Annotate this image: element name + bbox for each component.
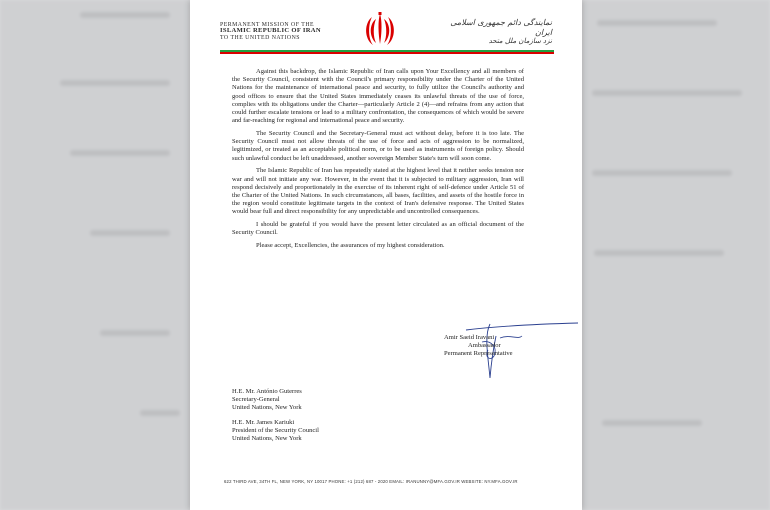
letterhead-english	[220, 22, 340, 41]
background-text-blur	[60, 80, 170, 86]
background-text-blur	[100, 330, 170, 336]
recipient-name: H.E. Mr. António Guterres	[232, 388, 302, 395]
recipient-block	[232, 419, 319, 443]
signatory-name: Amir Saeid Iravani	[444, 334, 495, 341]
letterhead-persian	[432, 18, 552, 46]
paragraph-call-to-council: Against this backdrop, the Islamic Republic of Iran calls upon Your Excellency and all members of the Security Council, consistent with the Council's primary responsibility under the Charter of the United Nations for the maintenance of international peace and security, to fully utilize the Council's authority and good offices to ensure that the United States immediately ceases its unlawful threats of the use of force, complies with its obligations under the Charter—particularly Article 2 (4)—and refrains from any action that could further escalate tensions or lead to a military confrontation, the consequences of which would be severe and far-reaching for regional and international peace and security.	[232, 68, 524, 125]
background-text-blur	[140, 410, 180, 416]
background-text-blur	[597, 20, 717, 26]
signatory-title: Ambassador	[468, 342, 501, 350]
signatory-position: Permanent Representative	[444, 350, 513, 358]
background-text-blur	[592, 170, 732, 176]
paragraph-circulation-request: I should be grateful if you would have the present letter circulated as an official document of the Security Council.	[232, 221, 524, 237]
background-text-blur	[602, 420, 702, 426]
background-text-blur	[70, 150, 170, 156]
paragraph-closing: Please accept, Excellencies, the assurances of my highest consideration.	[256, 242, 445, 250]
letterhead-line-3: TO THE UNITED NATIONS	[220, 35, 301, 41]
letter-footer: 622 THIRD AVE, 34TH FL, NEW YORK, NY 10017 PHONE: +1 (212) 687 - 2020 EMAIL: IRANUNNY@MFA.GOV.IR WEBSITE: NY.MFA.GOV.IR	[224, 479, 518, 484]
letterhead-line-1: PERMANENT MISSION OF THE	[220, 22, 315, 28]
letter-body	[232, 68, 524, 255]
recipient-block	[232, 388, 302, 412]
background-text-blur	[90, 230, 170, 236]
recipient-role: Secretary-General	[232, 396, 280, 403]
recipient-place: United Nations, New York	[232, 435, 302, 442]
background-text-blur	[594, 250, 724, 256]
iran-emblem-icon	[363, 10, 397, 48]
recipient-role: President of the Security Council	[232, 427, 319, 434]
background-text-blur	[592, 90, 742, 96]
recipient-name: H.E. Mr. James Kariuki	[232, 419, 295, 426]
signature-block	[444, 334, 513, 359]
flag-red-stripe	[220, 52, 554, 54]
paragraph-act-without-delay: The Security Council and the Secretary-General must act without delay, before it is too late. The Security Council must not allow threats of the use of force and acts of aggression to be normalized, legitimized, or treated as an acceptable political norm, or to be used as instruments of foreign policy. Should such unlawful conduct be left unaddressed, another sovereign Member State's turn will soon come.	[232, 130, 524, 162]
background-left	[0, 0, 190, 510]
letterhead-flag-stripe	[220, 50, 554, 54]
letterhead-persian-line-1: نمایندگی دائم جمهوری اسلامی ایران	[450, 18, 552, 37]
letter-page	[190, 0, 582, 510]
letterhead-line-2: ISLAMIC REPUBLIC OF IRAN	[220, 27, 321, 35]
letterhead-persian-line-2: نزد سازمان ملل متحد	[488, 37, 552, 46]
background-right	[582, 0, 770, 510]
recipient-place: United Nations, New York	[232, 404, 302, 411]
background-text-blur	[80, 12, 170, 18]
paragraph-self-defence: The Islamic Republic of Iran has repeatedly stated at the highest level that it neither seeks tension nor war and will not initiate any war. However, in the event that it is subjected to military aggression, Iran will respond decisively and proportionately in the exercise of its inherent right of self-defence under Article 51 of the Charter of the United Nations. In such circumstances, all bases, facilities, and assets of the hostile force in the region would constitute legitimate targets in the context of Iran's defensive response. The United States would bear full and direct responsibility for any unpredictable and uncontrolled consequences.	[232, 167, 524, 216]
